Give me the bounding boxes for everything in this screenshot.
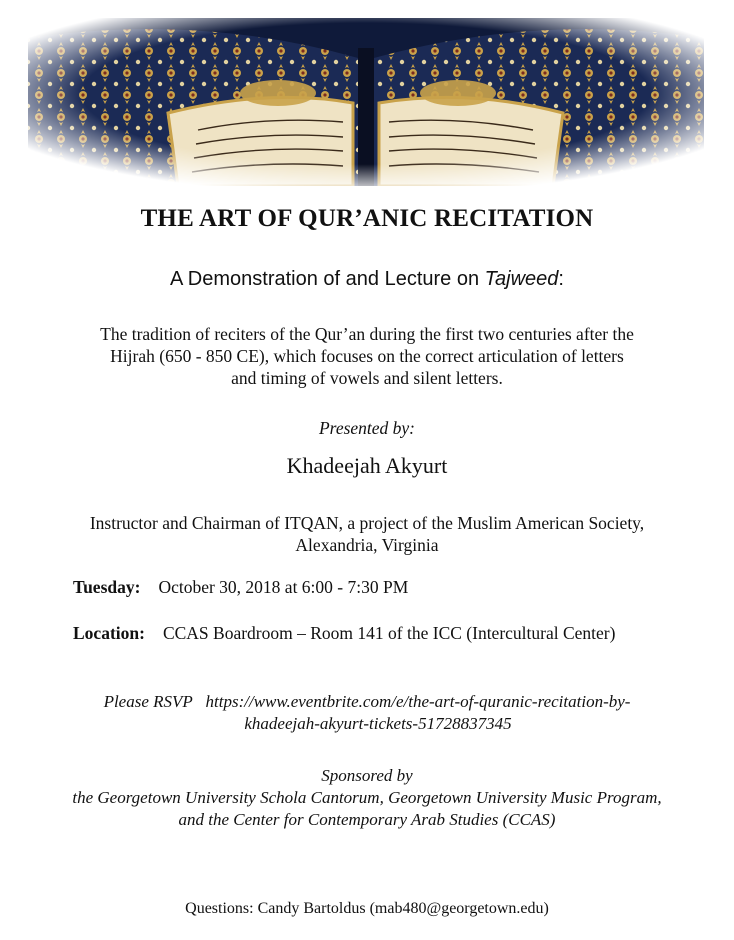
sponsor-heading: Sponsored by <box>321 766 413 785</box>
presented-by-label: Presented by: <box>318 418 416 438</box>
event-location <box>73 623 615 644</box>
presenter-name: Khadeejah Akyurt <box>286 453 448 478</box>
illuminated-quran-manuscript-image <box>28 18 704 186</box>
sponsor-line: and the Center for Contemporary Arab Studies (CCAS) <box>178 810 556 829</box>
sponsor-block <box>0 765 734 831</box>
sponsor-line: the Georgetown University Schola Cantorum, Georgetown University Music Program, <box>72 788 662 807</box>
date-label: Tuesday: <box>73 577 141 597</box>
rsvp-link[interactable]: https://www.eventbrite.com/e/the-art-of-quranic-recitation-by- <box>205 692 631 711</box>
date-value: October 30, 2018 at 6:00 - 7:30 PM <box>158 577 409 597</box>
role-line: Instructor and Chairman of ITQAN, a project of the Muslim American Society, <box>89 513 645 533</box>
presenter-role <box>0 512 734 556</box>
event-date <box>73 577 408 598</box>
rsvp-line-1 <box>0 691 734 713</box>
event-title: THE ART OF QUR’ANIC RECITATION <box>140 205 594 232</box>
role-line: Alexandria, Virginia <box>295 535 439 555</box>
description-line: The tradition of reciters of the Qur’an during the first two centuries after the <box>100 324 634 344</box>
rsvp-block <box>0 691 734 735</box>
description-line: Hijrah (650 - 850 CE), which focuses on the correct articulation of letters <box>110 346 624 366</box>
event-description <box>0 323 734 389</box>
location-value: CCAS Boardroom – Room 141 of the ICC (Intercultural Center) <box>162 623 616 643</box>
location-label: Location: <box>73 623 145 643</box>
subtitle-emphasis: Tajweed <box>484 268 559 290</box>
rsvp-link-continued[interactable]: khadeejah-akyurt-tickets-51728837345 <box>244 714 512 733</box>
subtitle-suffix: : <box>558 268 564 290</box>
description-line: and timing of vowels and silent letters. <box>231 368 503 388</box>
event-subtitle <box>0 268 734 291</box>
questions-contact: Questions: Candy Bartoldus (mab480@georgetown.edu) <box>185 900 549 917</box>
rsvp-label: Please RSVP <box>103 692 193 711</box>
subtitle-text: A Demonstration of and Lecture on <box>170 268 485 290</box>
